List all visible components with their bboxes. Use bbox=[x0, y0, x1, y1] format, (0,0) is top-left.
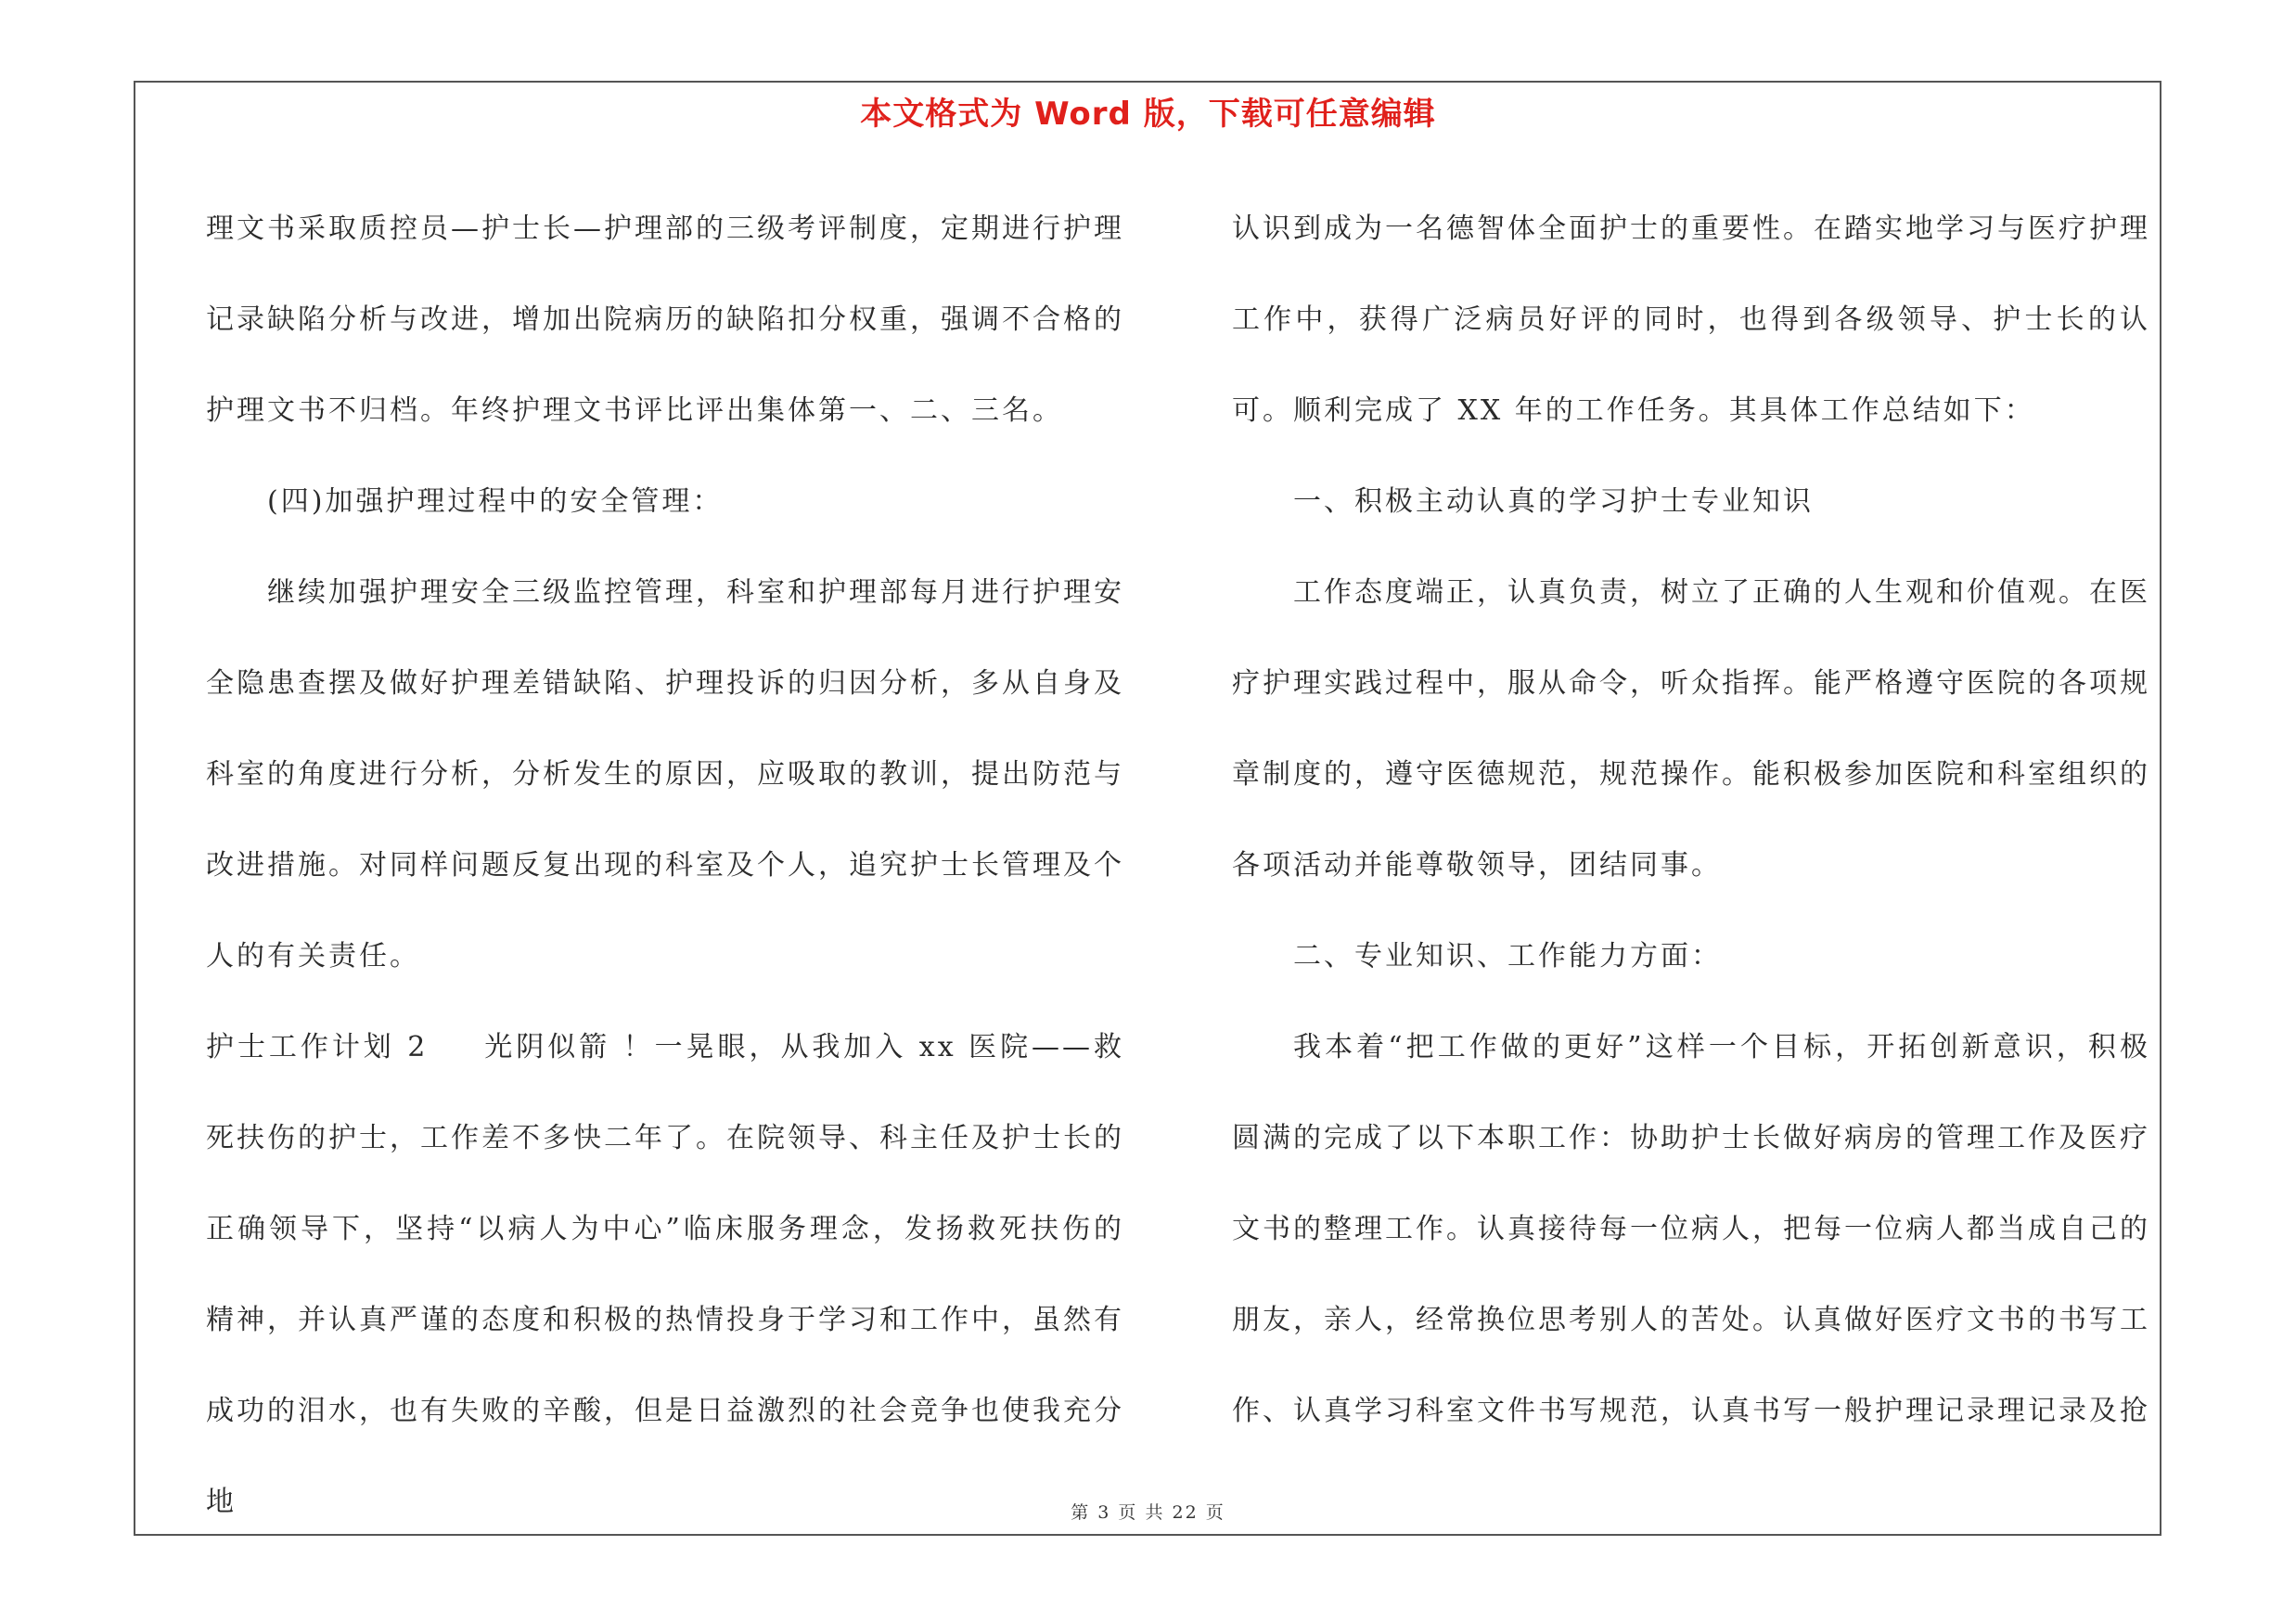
section-heading: (四)加强护理过程中的安全管理： bbox=[267, 485, 724, 518]
plan-paragraph bbox=[206, 1002, 1124, 1548]
left-column bbox=[206, 184, 1124, 1548]
section-heading: 一、积极主动认真的学习护士专业知识 bbox=[1293, 485, 1814, 518]
paragraph: 认识到成为一名德智体全面护士的重要性。在踏实地学习与医疗护理工作中，获得广泛病员好评的同时，也得到各级领导、护士长的认可。顺利完成了 XX 年的工作任务。其具体工作总结如下： bbox=[1232, 213, 2150, 427]
paragraph: 工作态度端正，认真负责，树立了正确的人生观和价值观。在医疗护理实践过程中，服从命令，听众指挥。能严格遵守医院的各项规章制度的，遵守医德规范，规范操作。能积极参加医院和科室组织的各项活动并能尊敬领导，团结同事。 bbox=[1232, 576, 2150, 882]
paragraph: 继续加强护理安全三级监控管理，科室和护理部每月进行护理安全隐患查摆及做好护理差错缺陷、护理投诉的归因分析，多从自身及科室的角度进行分析，分析发生的原因，应吸取的教训，提出防范与改进措施。对同样问题反复出现的科室及个人，追究护士长管理及个人的有关责任。 bbox=[206, 576, 1124, 973]
right-column bbox=[1232, 184, 2150, 1457]
format-notice-banner: 本文格式为 Word 版，下载可任意编辑 bbox=[860, 96, 1436, 133]
paragraph: 我本着“把工作做的更好”这样一个目标，开拓创新意识，积极圆满的完成了以下本职工作：协助护士长做好病房的管理工作及医疗文书的整理工作。认真接待每一位病人，把每一位病人都当成自己的朋友，亲人，经常换位思考别人的苦处。认真做好医疗文书的书写工作、认真学习科室文件书写规范，认真书写一般护理记录理记录及抢 bbox=[1232, 1031, 2150, 1427]
plan-title: 护士工作计划 2 bbox=[206, 1031, 429, 1063]
plan-body: 光阴似箭 ！一晃眼，从我加入 xx 医院——救死扶伤的护士，工作差不多快二年了。在院领导、科主任及护士长的正确领导下，坚持“以病人为中心”临床服务理念，发扬救死扶伤的精神，并认真严谨的态度和积极的热情投身于学习和工作中，虽然有成功的泪水，也有失败的辛酸，但是日益激烈的社会竞争也使我充分地 bbox=[206, 1031, 1124, 1518]
page-number-footer: 第 3 页 共 22 页 bbox=[1071, 1502, 1225, 1523]
section-heading: 二、专业知识、工作能力方面： bbox=[1293, 940, 1722, 973]
paragraph: 理文书采取质控员—护士长—护理部的三级考评制度，定期进行护理记录缺陷分析与改进，增加出院病历的缺陷扣分权重，强调不合格的护理文书不归档。年终护理文书评比评出集体第一、二、三名。 bbox=[206, 213, 1124, 427]
